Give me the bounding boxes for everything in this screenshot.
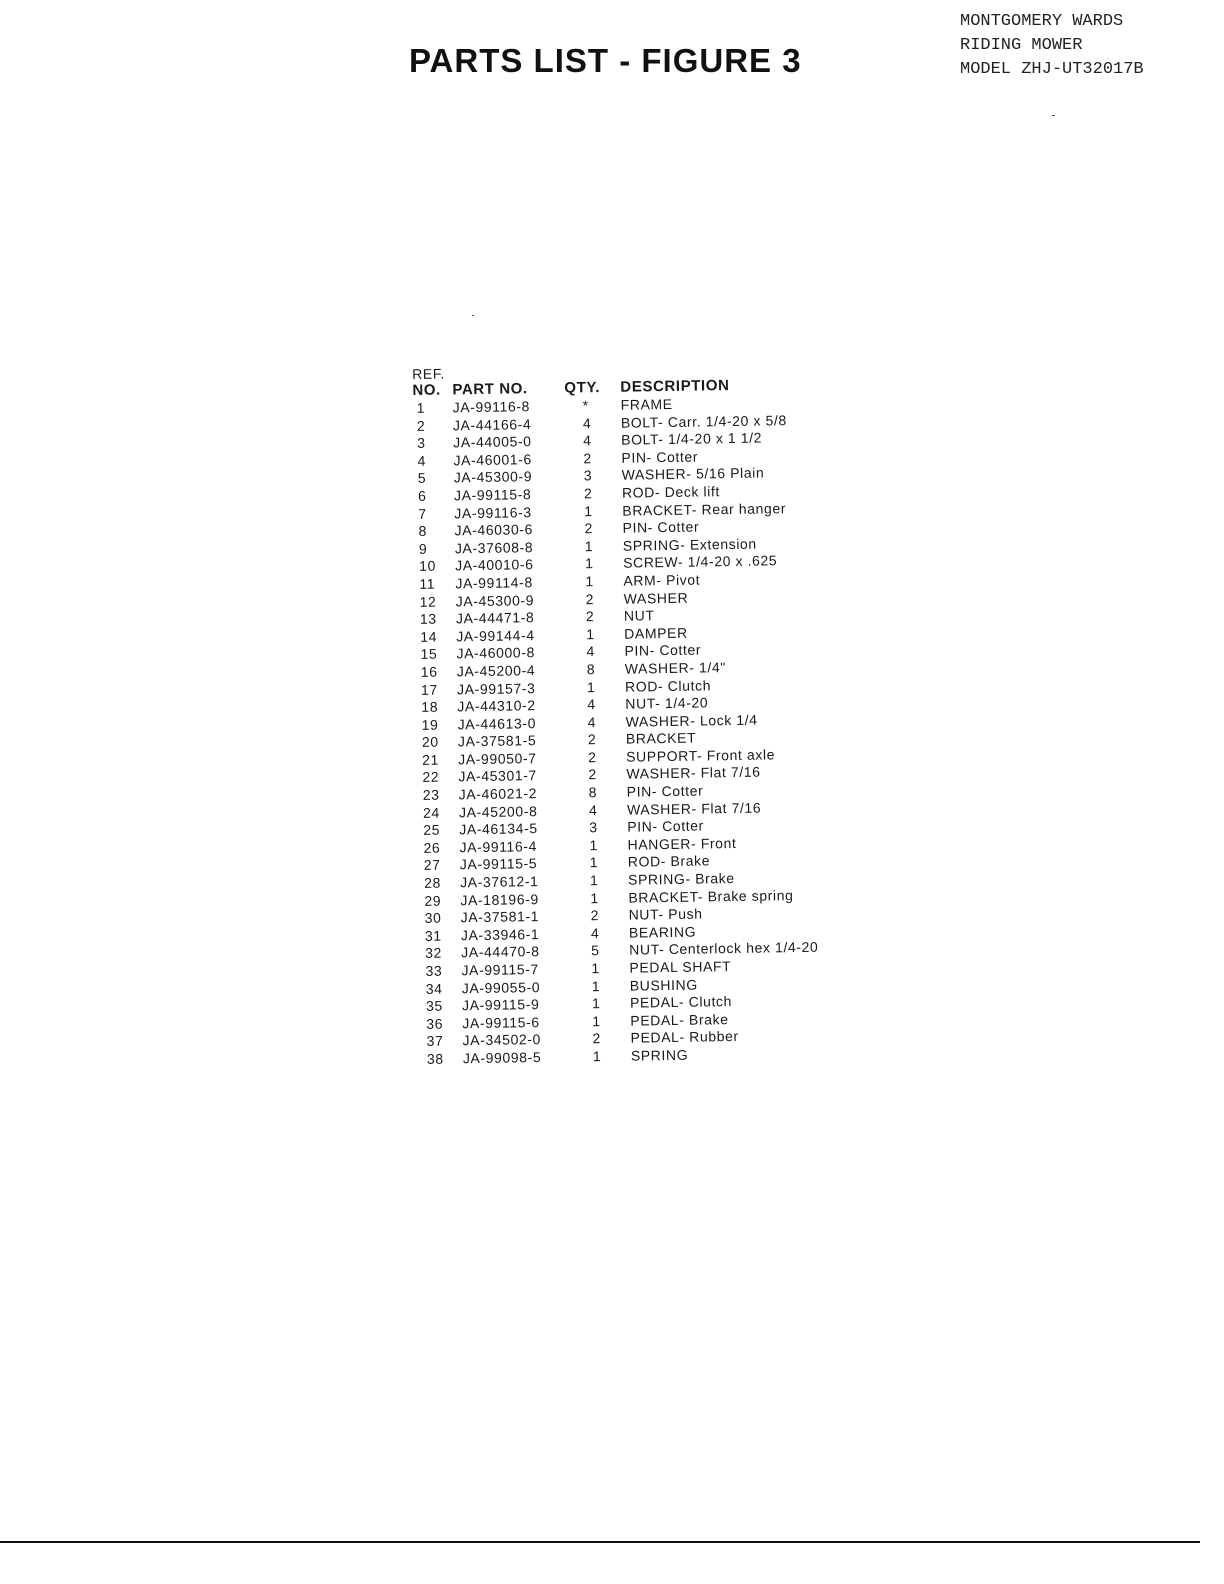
- description-cell: BOLT- 1/4-20 x 1 1/2: [621, 429, 763, 448]
- part-no-cell: JA-44470-8: [461, 943, 540, 961]
- ref-cell: 18: [421, 698, 439, 715]
- description-cell: NUT- Push: [628, 905, 703, 923]
- part-no-cell: JA-45200-8: [458, 802, 538, 820]
- description-cell: NUT- 1/4-20: [625, 694, 709, 712]
- description-cell: BOLT- Carr. 1/4-20 x 5/8: [620, 411, 787, 431]
- description-cell: PIN- Cotter: [627, 817, 705, 835]
- qty-cell: 1: [591, 995, 601, 1012]
- model-line-brand: MONTGOMERY WARDS: [960, 12, 1124, 31]
- ref-cell: 11: [419, 575, 436, 592]
- qty-cell: 2: [592, 1030, 602, 1047]
- model-info: [960, 10, 1144, 82]
- ref-cell: 16: [420, 663, 438, 680]
- description-cell: BRACKET- Rear hanger: [622, 499, 787, 519]
- description-cell: WASHER- 5/16 Plain: [621, 464, 765, 484]
- qty-cell: 1: [585, 573, 594, 590]
- description-cell: WASHER- Flat 7/16: [626, 764, 761, 783]
- qty-cell: 1: [590, 889, 599, 906]
- qty-cell: 1: [592, 1012, 601, 1030]
- part-no-cell: JA-46001-6: [453, 450, 532, 469]
- ref-cell: 34: [425, 980, 443, 997]
- description-cell: HANGER- Front: [627, 834, 737, 853]
- part-no-cell: JA-99116-8: [452, 398, 531, 416]
- qty-cell: 1: [591, 960, 600, 977]
- qty-cell: 2: [584, 520, 594, 537]
- qty-cell: 2: [590, 907, 600, 924]
- part-no-cell: JA-33946-1: [460, 925, 540, 944]
- description-cell: ROD- Clutch: [624, 676, 712, 695]
- description-cell: SCREW- 1/4-20 x .625: [622, 552, 778, 572]
- description-cell: SPRING- Extension: [622, 535, 757, 554]
- part-no-cell: JA-37581-5: [457, 732, 537, 750]
- qty-cell: 4: [587, 696, 596, 713]
- part-no-cell: JA-99116-4: [459, 837, 538, 856]
- part-no-cell: JA-99055-0: [461, 978, 541, 996]
- qty-cell: 1: [584, 537, 594, 555]
- ref-cell: 32: [425, 945, 443, 962]
- description-column-header: DESCRIPTION: [620, 377, 730, 396]
- part-no-cell: JA-99115-6: [462, 1013, 540, 1032]
- ref-cell: 12: [419, 593, 437, 610]
- ref-cell: 13: [419, 610, 437, 628]
- ref-cell: 35: [425, 997, 443, 1015]
- part-no-cell: JA-44310-2: [457, 697, 536, 715]
- ref-cell: 28: [423, 874, 442, 891]
- description-cell: PIN- Cotter: [621, 448, 699, 466]
- qty-cell: 1: [589, 872, 599, 889]
- ref-cell: 30: [424, 909, 442, 927]
- qty-cell: *: [582, 397, 589, 414]
- qty-cell: 2: [588, 749, 597, 766]
- ref-cell: 29: [424, 892, 442, 909]
- part-no-cell: JA-46021-2: [458, 785, 538, 803]
- ref-cell: 20: [421, 733, 439, 751]
- qty-cell: 5: [591, 942, 600, 959]
- ref-cell: 21: [422, 751, 440, 768]
- ref-cell: 7: [418, 505, 427, 522]
- qty-cell: 3: [589, 819, 598, 836]
- part-no-cell: JA-34502-0: [462, 1031, 542, 1049]
- part-no-cell: JA-99115-8: [453, 486, 532, 504]
- ref-cell: 3: [417, 434, 426, 452]
- part-no-cell: JA-44471-8: [455, 609, 535, 627]
- part-no-cell: JA-45301-7: [458, 767, 537, 785]
- part-no-cell: JA-44166-4: [452, 415, 532, 433]
- part-no-cell: JA-18196-9: [460, 890, 539, 908]
- part-no-cell: JA-46030-6: [454, 521, 534, 539]
- description-cell: WASHER- Lock 1/4: [625, 711, 758, 730]
- description-cell: FRAME: [620, 395, 673, 413]
- ref-cell: 23: [422, 786, 440, 803]
- part-no-column-header: PART NO.: [452, 380, 528, 399]
- qty-cell: 4: [588, 801, 598, 818]
- part-no-cell: JA-37612-1: [459, 873, 539, 891]
- part-no-cell: JA-99157-3: [456, 679, 536, 697]
- part-no-cell: JA-99116-3: [454, 503, 532, 521]
- parts-table-body: [413, 393, 871, 1069]
- ref-cell: 26: [423, 839, 441, 856]
- qty-cell: 3: [583, 467, 593, 484]
- qty-cell: 1: [591, 977, 601, 994]
- part-no-cell: JA-46000-8: [456, 644, 536, 662]
- part-no-cell: JA-45300-9: [455, 591, 535, 609]
- ref-cell: 8: [418, 522, 428, 540]
- description-cell: PIN- Cotter: [626, 782, 704, 800]
- qty-cell: 1: [592, 1048, 602, 1065]
- ref-cell: 4: [417, 452, 427, 469]
- qty-cell: 1: [584, 502, 593, 519]
- qty-cell: 8: [586, 661, 596, 678]
- ref-cell: 19: [421, 716, 439, 733]
- part-no-cell: JA-45300-9: [453, 468, 533, 486]
- qty-cell: 4: [586, 643, 596, 660]
- page-title: PARTS LIST - FIGURE 3: [409, 42, 802, 79]
- ref-cell: 5: [417, 470, 427, 487]
- qty-cell: 4: [582, 414, 592, 431]
- ref-cell: 17: [420, 681, 438, 698]
- ref-cell: 25: [423, 821, 441, 839]
- qty-cell: 2: [583, 485, 593, 502]
- part-no-cell: JA-99050-7: [458, 749, 537, 768]
- part-no-cell: JA-99144-4: [456, 626, 535, 645]
- part-no-cell: JA-44613-0: [457, 714, 537, 733]
- description-cell: BEARING: [628, 923, 697, 941]
- ref-cell: 31: [424, 927, 442, 944]
- qty-cell: 4: [590, 924, 600, 942]
- qty-cell: 4: [583, 432, 592, 449]
- description-cell: PIN- Cotter: [624, 641, 702, 660]
- scan-speck: [1052, 115, 1055, 116]
- part-no-cell: JA-99114-8: [455, 574, 533, 592]
- description-cell: WASHER- Flat 7/16: [626, 799, 762, 818]
- qty-cell: 2: [588, 766, 597, 783]
- description-cell: DAMPER: [624, 624, 688, 642]
- scan-speck: [472, 315, 474, 316]
- ref-cell: 27: [423, 857, 441, 874]
- ref-cell: 36: [426, 1015, 444, 1032]
- part-no-cell: JA-37581-1: [460, 908, 540, 926]
- parts-table: [412, 359, 871, 1069]
- description-cell: BRACKET: [625, 729, 697, 747]
- ref-cell: 1: [416, 399, 426, 416]
- qty-cell: 1: [585, 555, 594, 572]
- qty-cell: 8: [588, 784, 598, 801]
- qty-cell: 1: [586, 678, 596, 695]
- ref-cell: 22: [422, 769, 440, 786]
- ref-cell: 15: [420, 645, 438, 663]
- qty-column-header: QTY.: [564, 379, 601, 397]
- qty-cell: 2: [585, 590, 595, 607]
- ref-cell: 2: [416, 417, 426, 434]
- description-cell: PEDAL- Rubber: [630, 1028, 739, 1047]
- part-no-cell: JA-99115-9: [461, 996, 540, 1014]
- qty-cell: 4: [587, 713, 597, 730]
- part-no-cell: JA-99098-5: [462, 1049, 542, 1067]
- ref-cell: 24: [422, 804, 440, 821]
- qty-cell: 1: [586, 625, 595, 643]
- qty-cell: 2: [587, 731, 597, 748]
- qty-cell: 1: [589, 854, 599, 871]
- description-cell: BRACKET- Brake spring: [628, 886, 794, 906]
- bottom-rule: [0, 1541, 1200, 1543]
- ref-cell: 6: [417, 487, 427, 504]
- description-cell: PEDAL SHAFT: [629, 958, 732, 976]
- ref-cell: 14: [420, 628, 438, 645]
- description-cell: ARM- Pivot: [623, 571, 701, 589]
- qty-cell: 1: [589, 836, 599, 854]
- description-cell: NUT: [623, 607, 655, 624]
- ref-cell: 33: [425, 962, 443, 979]
- part-no-cell: JA-45200-4: [456, 662, 536, 680]
- description-cell: ROD- Brake: [627, 852, 711, 871]
- description-cell: ROD- Deck lift: [621, 483, 720, 501]
- qty-cell: 2: [583, 449, 592, 467]
- part-no-cell: JA-99115-7: [461, 961, 539, 979]
- description-cell: BUSHING: [629, 976, 698, 994]
- part-no-cell: JA-46134-5: [459, 820, 538, 838]
- description-cell: SPRING: [630, 1046, 689, 1064]
- part-no-cell: JA-40010-6: [455, 556, 534, 574]
- model-line-product: RIDING MOWER: [960, 36, 1083, 55]
- ref-cell: 10: [419, 557, 437, 575]
- ref-cell: 38: [426, 1050, 444, 1067]
- part-no-cell: JA-44005-0: [453, 433, 532, 451]
- description-cell: NUT- Centerlock hex 1/4-20: [629, 939, 819, 959]
- description-cell: SUPPORT- Front axle: [626, 746, 776, 765]
- ref-column-header: NO.: [412, 381, 441, 399]
- description-cell: SPRING- Brake: [627, 870, 735, 888]
- ref-cell: 9: [418, 540, 428, 557]
- qty-cell: 2: [585, 608, 595, 625]
- ref-header-line1: REF.: [412, 365, 445, 382]
- model-line-model: MODEL ZHJ-UT32017B: [960, 60, 1144, 79]
- description-cell: PEDAL- Clutch: [629, 993, 733, 1011]
- description-cell: PIN- Cotter: [622, 518, 700, 536]
- part-no-cell: JA-99115-5: [459, 855, 538, 873]
- description-cell: WASHER: [623, 589, 689, 607]
- part-no-cell: JA-37608-8: [454, 538, 534, 557]
- description-cell: PEDAL- Brake: [630, 1010, 729, 1029]
- description-cell: WASHER- 1/4": [624, 659, 727, 677]
- ref-cell: 37: [426, 1032, 444, 1050]
